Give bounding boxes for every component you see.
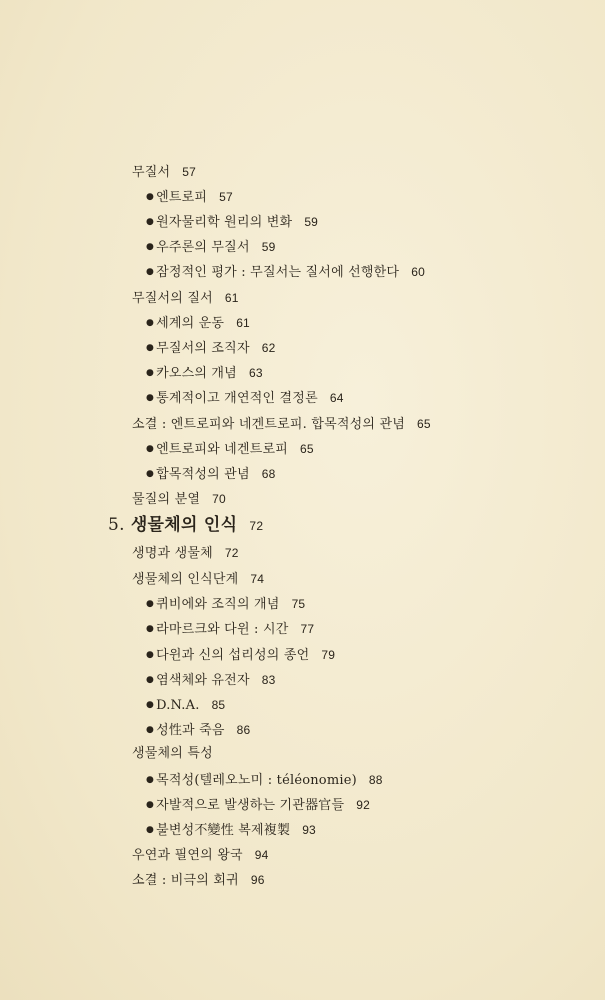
toc-entry (132, 746, 213, 762)
toc-entry-page: 88 (368, 773, 383, 787)
toc-subentry (146, 315, 250, 332)
toc-entry (132, 164, 196, 181)
toc-entry-title: 무질서 (132, 165, 171, 180)
bullet-icon: ● (146, 216, 155, 227)
toc-entry-title: 생물체의 특성 (132, 746, 213, 761)
toc-subentry (146, 596, 305, 613)
toc-entry-page: 61 (224, 291, 239, 305)
toc-entry (132, 290, 239, 307)
toc-subentry (146, 239, 275, 256)
bullet-icon: ● (146, 317, 155, 328)
bullet-icon: ● (146, 774, 155, 785)
toc-entry-page: 83 (261, 673, 276, 687)
toc-subentry (146, 722, 250, 739)
bullet-icon: ● (146, 367, 155, 378)
toc-subentry (146, 441, 314, 458)
toc-entry-page: 85 (211, 698, 226, 712)
toc-subentry (146, 647, 335, 664)
toc-subentry (146, 822, 316, 839)
toc-entry-page: 77 (300, 622, 315, 636)
chapter-page: 72 (249, 519, 264, 533)
bullet-icon: ● (146, 623, 155, 634)
toc-entry-page: 74 (250, 572, 265, 586)
toc-entry-page: 94 (254, 848, 269, 862)
toc-entry-title: 소결 : 엔트로피와 네겐트로피. 합목적성의 관념 (132, 417, 405, 432)
toc-subentry (146, 797, 370, 814)
toc-entry-page: 64 (329, 391, 344, 405)
toc-entry-title: 합목적성의 관념 (156, 467, 250, 482)
toc-entry-title: 염색체와 유전자 (156, 673, 250, 688)
toc-entry-title: 우연과 필연의 왕국 (132, 848, 243, 863)
toc-entry (132, 545, 239, 562)
toc-entry-page: 79 (321, 648, 336, 662)
toc-entry-title: 통계적이고 개연적인 결정론 (156, 391, 318, 406)
toc-entry-title: 원자물리학 원리의 변화 (156, 215, 293, 230)
bullet-icon: ● (146, 241, 155, 252)
toc-subentry (146, 697, 225, 714)
toc-entry-title: 자발적으로 발생하는 기관器官들 (156, 798, 345, 813)
toc-entry-title: 엔트로피 (156, 190, 208, 205)
toc-entry-page: 62 (261, 341, 276, 355)
bullet-icon: ● (146, 674, 155, 685)
bullet-icon: ● (146, 468, 155, 479)
toc-entry-page: 75 (291, 597, 306, 611)
toc-entry-title: 소결 : 비극의 회귀 (132, 873, 239, 888)
bullet-icon: ● (146, 824, 155, 835)
toc-subentry (146, 772, 383, 789)
toc-entry-page: 57 (182, 165, 197, 179)
toc-entry-page: 59 (261, 240, 276, 254)
toc-subentry (146, 621, 314, 638)
toc-entry-title: 세계의 운동 (156, 316, 225, 331)
toc-entry-page: 65 (299, 442, 314, 456)
bullet-icon: ● (146, 191, 155, 202)
toc-entry (132, 571, 264, 588)
bullet-icon: ● (146, 799, 155, 810)
bullet-icon: ● (146, 649, 155, 660)
toc-entry-title: 다윈과 신의 섭리성의 종언 (156, 648, 310, 663)
toc-entry-title: 생물체의 인식단계 (132, 572, 239, 587)
bullet-icon: ● (146, 443, 155, 454)
bullet-icon: ● (146, 699, 155, 710)
toc-entry-page: 59 (304, 215, 319, 229)
bullet-icon: ● (146, 392, 155, 403)
bullet-icon: ● (146, 598, 155, 609)
toc-subentry (146, 390, 344, 407)
bullet-icon: ● (146, 342, 155, 353)
toc-entry-page: 57 (219, 190, 233, 204)
toc-entry-title: 무질서의 조직자 (156, 341, 250, 356)
toc-entry-title: 목적성(텔레오노미 : téléonomie) (156, 773, 357, 788)
toc-entry-page: 60 (411, 265, 425, 279)
toc-entry-page: 61 (236, 316, 250, 330)
toc-entry (132, 491, 226, 508)
toc-entry-title: 생명과 생물체 (132, 546, 213, 561)
toc-entry-page: 65 (416, 417, 431, 431)
toc-entry-page: 96 (250, 873, 265, 887)
toc-subentry (146, 466, 275, 483)
toc-entry-title: 퀴비에와 조직의 개념 (156, 597, 280, 612)
toc-entry (132, 847, 268, 864)
toc-entry-page: 63 (248, 366, 263, 380)
toc-subentry (146, 672, 275, 689)
toc-entry-title: 잠정적인 평가 : 무질서는 질서에 선행한다 (156, 265, 400, 280)
toc-subentry (146, 264, 425, 281)
toc-entry-title: 무질서의 질서 (132, 291, 213, 306)
chapter-heading (108, 515, 263, 536)
bullet-icon: ● (146, 266, 155, 277)
toc-entry-title: 카오스의 개념 (156, 366, 237, 381)
toc-entry-title: 물질의 분열 (132, 492, 201, 507)
chapter-number: 5. (108, 515, 125, 535)
toc-entry-title: 성性과 죽음 (156, 723, 225, 738)
toc-entry-page: 70 (212, 492, 226, 506)
toc-entry (132, 416, 431, 433)
toc-entry-title: 우주론의 무질서 (156, 240, 250, 255)
toc-subentry (146, 189, 233, 206)
toc-entry-page: 68 (261, 467, 276, 481)
toc-subentry (146, 365, 263, 382)
toc-subentry (146, 340, 275, 357)
toc-entry-page: 72 (224, 546, 239, 560)
toc-entry-page: 93 (302, 823, 316, 837)
toc-entry-title: 라마르크와 다윈 : 시간 (156, 622, 289, 637)
toc-entry-title: 엔트로피와 네겐트로피 (156, 442, 288, 457)
toc-entry-title: 불변성不變性 복제複製 (156, 823, 291, 838)
chapter-title: 생물체의 인식 (130, 515, 238, 535)
toc-entry-page: 92 (356, 798, 370, 812)
toc-subentry (146, 214, 318, 231)
toc-entry-page: 86 (236, 723, 251, 737)
toc-entry (132, 872, 265, 889)
toc-entry-title: D.N.A. (156, 698, 200, 713)
bullet-icon: ● (146, 724, 155, 735)
